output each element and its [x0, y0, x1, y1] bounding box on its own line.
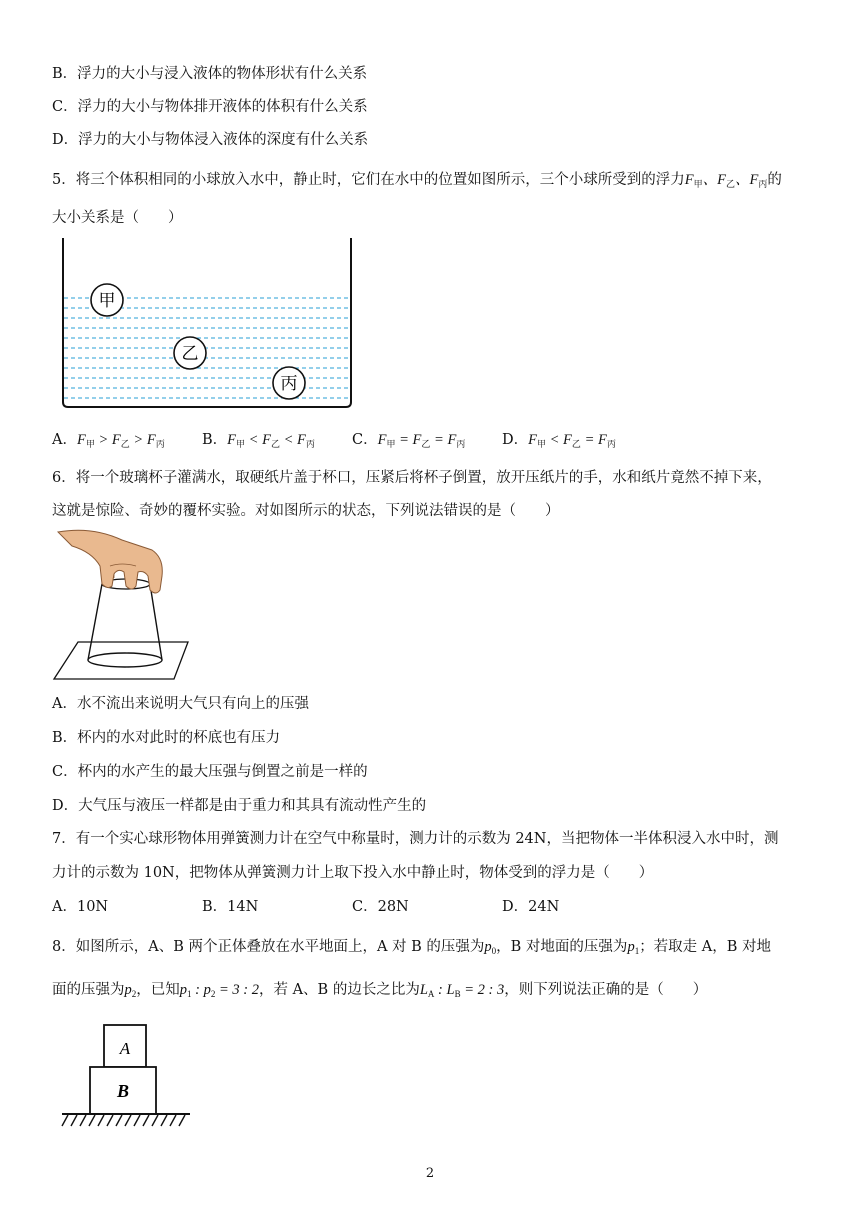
q5-water-tank-figure	[58, 236, 358, 412]
q8-text-2: ，B 对地面的压强为	[496, 939, 628, 955]
q8-text-5: ，已知	[136, 982, 180, 998]
q5-option-b	[202, 428, 315, 450]
q5-option-a	[52, 428, 165, 450]
block-b-label: B	[116, 1081, 130, 1101]
q7-option-a: A．10N	[52, 899, 109, 915]
q8-stacked-blocks-figure	[60, 1022, 192, 1132]
q5-option-a-expr: $F_甲 > F_乙 > F_丙$	[76, 432, 165, 449]
q5-option-c-expr: $F_甲 = F_乙 = F_丙$	[377, 432, 466, 449]
q5-option-d-expr: $F_甲 < F_乙 = F_丙$	[528, 432, 616, 449]
q5-option-b-expr: $F_甲 < F_乙 < F_丙$	[227, 432, 315, 449]
q5-option-b-letter: B．	[202, 432, 228, 448]
q5-option-c	[352, 428, 465, 450]
q5-option-a-letter: A．	[52, 432, 77, 448]
q4-option-d: D．浮力的大小与物体浸入液体的深度有什么关系	[52, 132, 369, 148]
q8-length-ratio: $L_A$ : $L_B = 2$ : 3	[419, 982, 505, 999]
q8-stem-line1	[52, 935, 771, 956]
q5-option-d-letter: D．	[502, 432, 529, 448]
q6-inverted-cup-figure	[52, 526, 198, 682]
q8-stem-line2	[52, 978, 707, 999]
q7-stem-line2: 力计的示数为 10N，把物体从弹簧测力计上取下投入水中静止时，物体受到的浮力是（ ）	[52, 865, 654, 881]
q8-p2: $p_2$	[124, 982, 137, 999]
ball-bing-label: 丙	[280, 374, 298, 394]
q4-option-b: B．浮力的大小与浸入液体的物体形状有什么关系	[52, 66, 368, 82]
q7-option-d: D．24N	[502, 899, 560, 915]
q8-text-7: ，则下列说法正确的是（ ）	[504, 982, 708, 998]
q7-stem-line1: 7．有一个实心球形物体用弹簧测力计在空气中称量时，测力计的示数为 24N，当把物体一半体积浸入水中时，测	[52, 831, 779, 847]
q6-option-d: D．大气压与液压一样都是由于重力和其具有流动性产生的	[52, 798, 427, 814]
q5-option-d	[502, 428, 616, 450]
q8-text-4: 面的压强为	[52, 982, 125, 998]
q4-option-c: C．浮力的大小与物体排开液体的体积有什么关系	[52, 99, 368, 115]
q5-stem-end: 的	[767, 172, 782, 188]
cup-rim	[88, 653, 162, 667]
tank-outline	[63, 238, 351, 407]
q8-pressure-ratio: $p_1$ : $p_2 = 3$ : 2	[179, 982, 259, 999]
q6-option-a: A．水不流出来说明大气只有向上的压强	[52, 696, 309, 712]
q8-text-6: ，若 A、B 的边长之比为	[258, 982, 420, 998]
q7-option-c: C．28N	[352, 899, 409, 915]
q5-option-c-letter: C．	[352, 432, 378, 448]
q8-text-3: ；若取走 A，B 对地	[639, 939, 772, 955]
page-number: 2	[425, 1166, 435, 1181]
ball-yi-label: 乙	[181, 344, 199, 364]
q6-option-c: C．杯内的水产生的最大压强与倒置之前是一样的	[52, 764, 368, 780]
ball-jia-label: 甲	[98, 291, 116, 311]
q5-stem-line2: 大小关系是（ ）	[52, 210, 183, 226]
q6-option-b: B．杯内的水对此时的杯底也有压力	[52, 730, 281, 746]
q5-force-list: $F_甲$、$F_乙$、$F_丙$	[684, 172, 768, 189]
q6-stem-line1: 6．将一个玻璃杯子灌满水，取硬纸片盖于杯口，压紧后将杯子倒置，放开压纸片的手，水和纸片竟然不掉下来，	[52, 470, 772, 486]
q8-p1: $p_1$	[627, 939, 640, 956]
q8-p0: $p_0$	[484, 939, 497, 956]
block-a-label: A	[119, 1039, 131, 1058]
ground-hatching	[62, 1115, 185, 1126]
q5-stem-line1	[52, 168, 782, 190]
q5-stem-text: 5．将三个体积相同的小球放入水中，静止时，它们在水中的位置如图所示，三个小球所受到的浮力	[52, 172, 685, 188]
q8-text-1: 8．如图所示，A、B 两个正体叠放在水平地面上，A 对 B 的压强为	[52, 939, 485, 955]
q6-stem-line2: 这就是惊险、奇妙的覆杯实验。对如图所示的状态，下列说法错误的是（ ）	[52, 503, 560, 519]
q7-option-b: B．14N	[202, 899, 259, 915]
